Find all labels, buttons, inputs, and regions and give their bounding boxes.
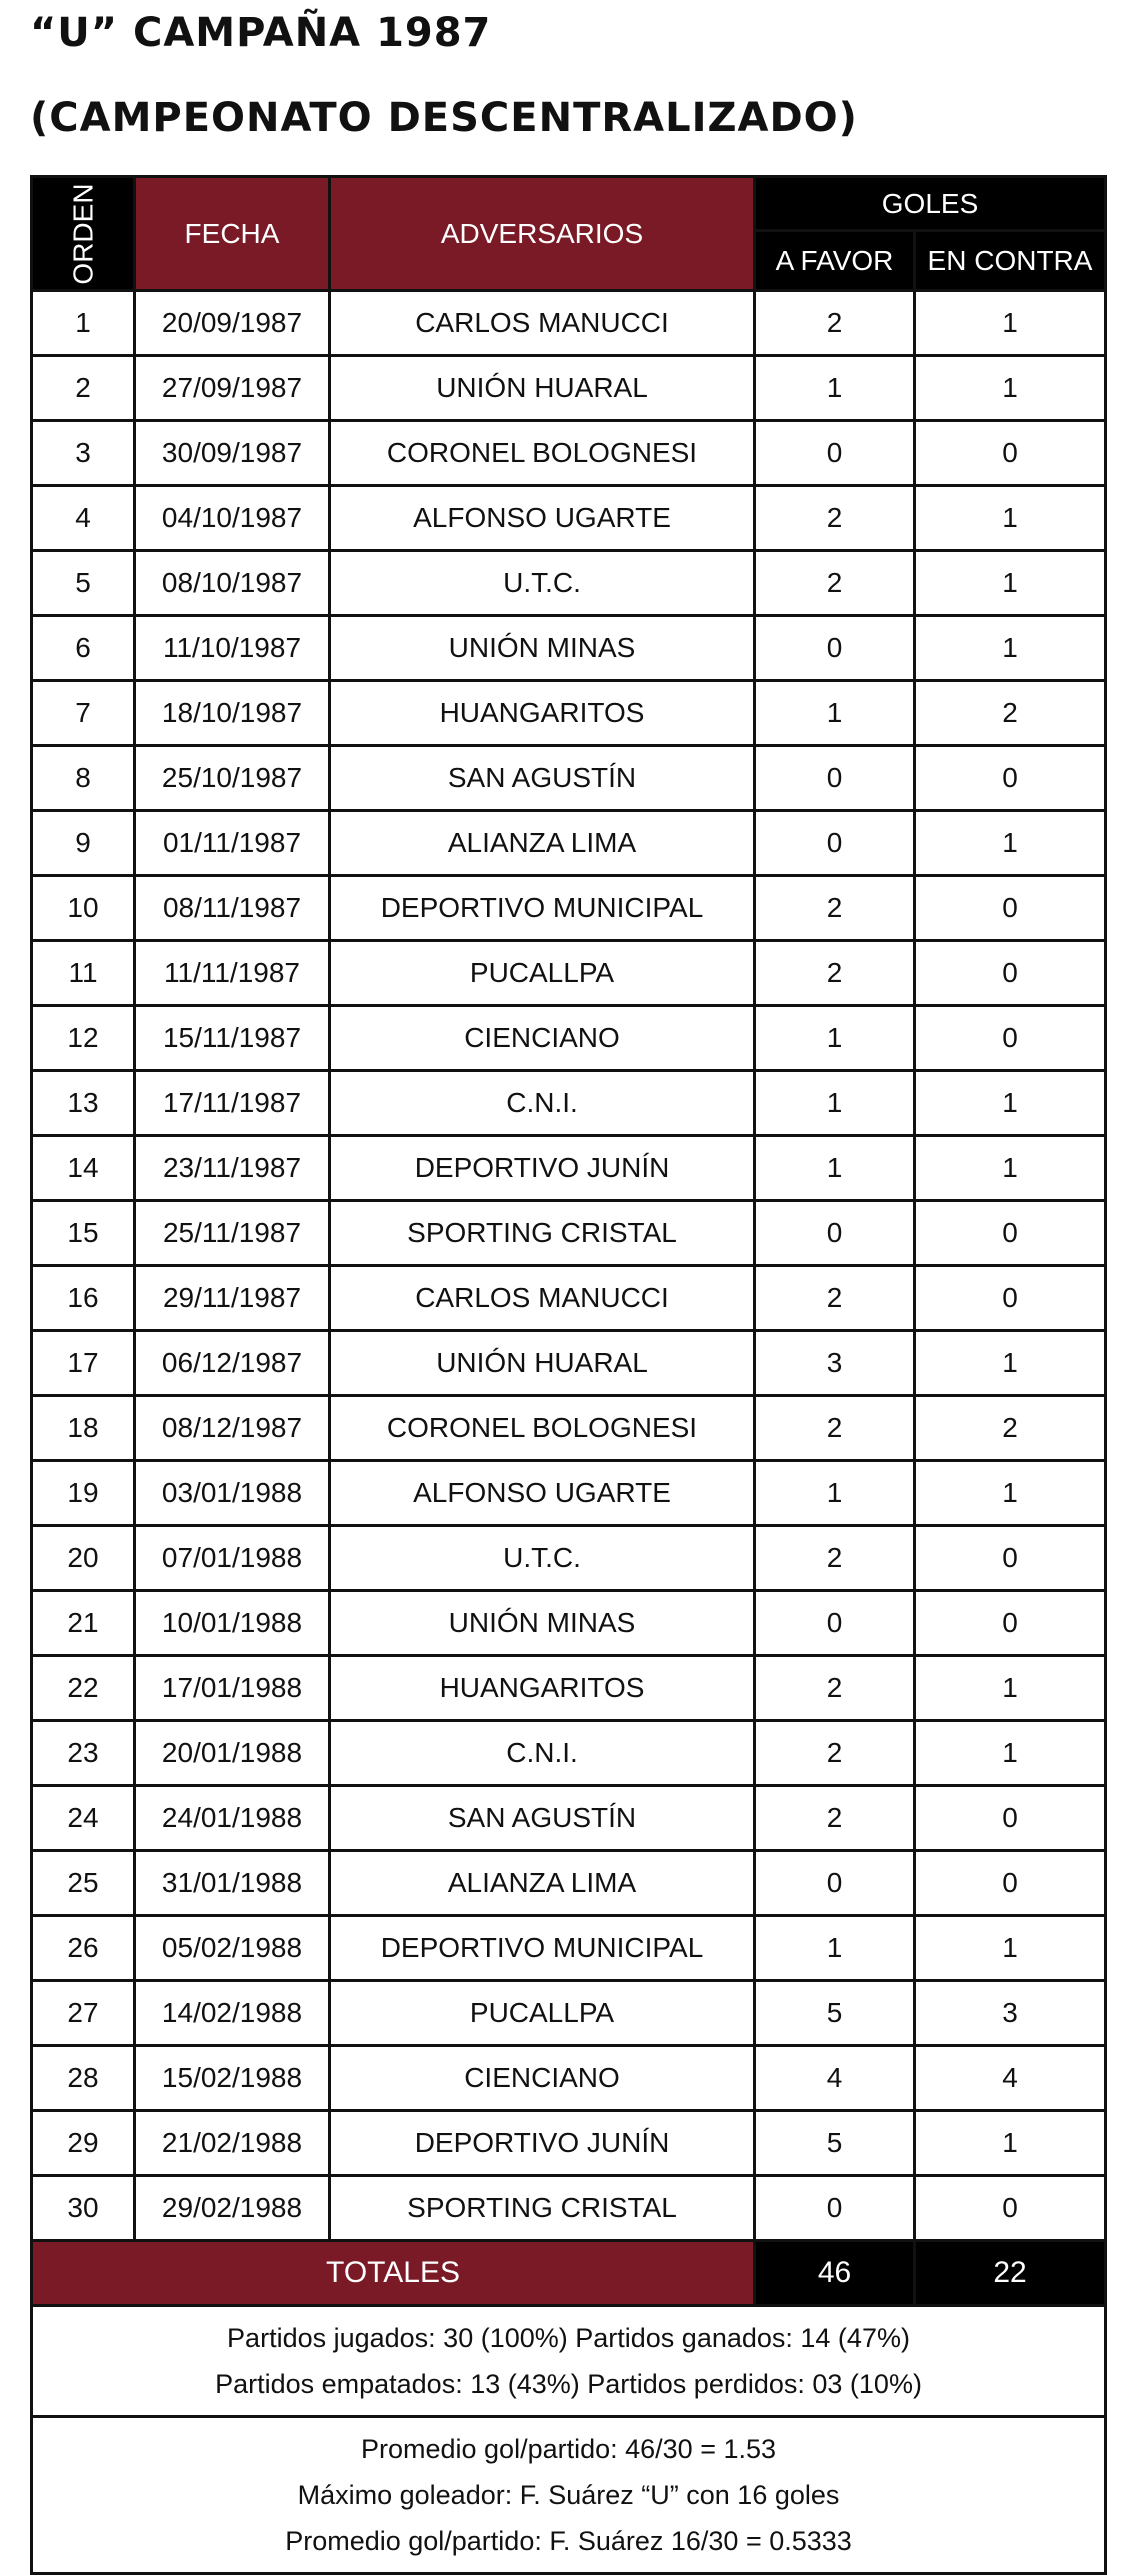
cell-fecha: 21/02/1988 — [135, 2111, 330, 2176]
cell-fecha: 27/09/1987 — [135, 356, 330, 421]
cell-adversario: DEPORTIVO MUNICIPAL — [330, 876, 755, 941]
cell-adversario: U.T.C. — [330, 1526, 755, 1591]
summary-row-2 — [32, 2417, 1106, 2574]
cell-adversario: ALIANZA LIMA — [330, 1851, 755, 1916]
cell-en-contra: 1 — [915, 616, 1106, 681]
cell-adversario: CORONEL BOLOGNESI — [330, 421, 755, 486]
cell-fecha: 08/10/1987 — [135, 551, 330, 616]
cell-en-contra: 1 — [915, 551, 1106, 616]
cell-fecha: 10/01/1988 — [135, 1591, 330, 1656]
summary-line: Partidos jugados: 30 (100%) Partidos ganados: 14 (47%) — [227, 2323, 910, 2353]
totals-label: TOTALES — [32, 2241, 755, 2306]
cell-adversario: PUCALLPA — [330, 941, 755, 1006]
table-row — [32, 2111, 1106, 2176]
cell-en-contra: 1 — [915, 2111, 1106, 2176]
cell-orden: 24 — [32, 1786, 135, 1851]
cell-adversario: CARLOS MANUCCI — [330, 1266, 755, 1331]
cell-en-contra: 1 — [915, 356, 1106, 421]
cell-en-contra: 0 — [915, 1266, 1106, 1331]
cell-en-contra: 1 — [915, 1136, 1106, 1201]
table-row — [32, 1331, 1106, 1396]
cell-a-favor: 2 — [755, 1266, 915, 1331]
cell-orden: 29 — [32, 2111, 135, 2176]
header-orden-label: ORDEN — [67, 182, 99, 285]
cell-orden: 6 — [32, 616, 135, 681]
table-row — [32, 1396, 1106, 1461]
cell-adversario: DEPORTIVO JUNÍN — [330, 1136, 755, 1201]
cell-a-favor: 0 — [755, 421, 915, 486]
cell-orden: 16 — [32, 1266, 135, 1331]
table-row — [32, 746, 1106, 811]
table-row — [32, 681, 1106, 746]
cell-orden: 25 — [32, 1851, 135, 1916]
cell-orden: 7 — [32, 681, 135, 746]
cell-adversario: ALIANZA LIMA — [330, 811, 755, 876]
cell-en-contra: 0 — [915, 1591, 1106, 1656]
cell-en-contra: 0 — [915, 746, 1106, 811]
table-row — [32, 1071, 1106, 1136]
cell-orden: 27 — [32, 1981, 135, 2046]
summary-line: Partidos empatados: 13 (43%) Partidos perdidos: 03 (10%) — [215, 2369, 922, 2399]
cell-en-contra: 0 — [915, 2176, 1106, 2241]
cell-a-favor: 2 — [755, 1396, 915, 1461]
cell-orden: 23 — [32, 1721, 135, 1786]
cell-adversario: CARLOS MANUCCI — [330, 291, 755, 356]
page-subtitle: (CAMPEONATO DESCENTRALIZADO) — [30, 95, 858, 141]
cell-en-contra: 1 — [915, 291, 1106, 356]
cell-en-contra: 1 — [915, 811, 1106, 876]
cell-adversario: SAN AGUSTÍN — [330, 746, 755, 811]
cell-a-favor: 5 — [755, 2111, 915, 2176]
cell-a-favor: 2 — [755, 551, 915, 616]
cell-orden: 22 — [32, 1656, 135, 1721]
cell-orden: 26 — [32, 1916, 135, 1981]
cell-a-favor: 4 — [755, 2046, 915, 2111]
cell-en-contra: 1 — [915, 1721, 1106, 1786]
cell-adversario: DEPORTIVO JUNÍN — [330, 2111, 755, 2176]
cell-a-favor: 1 — [755, 1136, 915, 1201]
table-row — [32, 941, 1106, 1006]
cell-fecha: 04/10/1987 — [135, 486, 330, 551]
summary-line: Máximo goleador: F. Suárez “U” con 16 goles — [297, 2480, 840, 2510]
cell-orden: 2 — [32, 356, 135, 421]
cell-a-favor: 3 — [755, 1331, 915, 1396]
cell-a-favor: 0 — [755, 1851, 915, 1916]
table-row — [32, 1266, 1106, 1331]
table-row — [32, 1136, 1106, 1201]
table-row — [32, 1461, 1106, 1526]
cell-a-favor: 2 — [755, 1526, 915, 1591]
table-row — [32, 2046, 1106, 2111]
cell-a-favor: 0 — [755, 1591, 915, 1656]
table-row — [32, 1851, 1106, 1916]
cell-orden: 12 — [32, 1006, 135, 1071]
cell-en-contra: 1 — [915, 1071, 1106, 1136]
table-row — [32, 1591, 1106, 1656]
cell-en-contra: 1 — [915, 1656, 1106, 1721]
cell-fecha: 03/01/1988 — [135, 1461, 330, 1526]
cell-en-contra: 0 — [915, 1851, 1106, 1916]
cell-fecha: 31/01/1988 — [135, 1851, 330, 1916]
summary-line: Promedio gol/partido: F. Suárez 16/30 = 0.5333 — [285, 2526, 852, 2556]
cell-adversario: U.T.C. — [330, 551, 755, 616]
cell-adversario: SAN AGUSTÍN — [330, 1786, 755, 1851]
cell-orden: 14 — [32, 1136, 135, 1201]
cell-adversario: HUANGARITOS — [330, 1656, 755, 1721]
cell-adversario: DEPORTIVO MUNICIPAL — [330, 1916, 755, 1981]
table-row — [32, 1721, 1106, 1786]
cell-fecha: 07/01/1988 — [135, 1526, 330, 1591]
cell-en-contra: 2 — [915, 681, 1106, 746]
cell-a-favor: 0 — [755, 1201, 915, 1266]
cell-orden: 19 — [32, 1461, 135, 1526]
cell-orden: 11 — [32, 941, 135, 1006]
cell-orden: 1 — [32, 291, 135, 356]
table-row — [32, 876, 1106, 941]
summary-goals — [32, 2417, 1106, 2574]
cell-orden: 30 — [32, 2176, 135, 2241]
cell-orden: 21 — [32, 1591, 135, 1656]
cell-orden: 5 — [32, 551, 135, 616]
table-row — [32, 1981, 1106, 2046]
cell-fecha: 23/11/1987 — [135, 1136, 330, 1201]
cell-adversario: PUCALLPA — [330, 1981, 755, 2046]
totals-en-contra: 22 — [915, 2241, 1106, 2306]
cell-fecha: 08/11/1987 — [135, 876, 330, 941]
table-row — [32, 356, 1106, 421]
cell-en-contra: 0 — [915, 1526, 1106, 1591]
cell-fecha: 15/11/1987 — [135, 1006, 330, 1071]
cell-fecha: 17/11/1987 — [135, 1071, 330, 1136]
cell-a-favor: 1 — [755, 1461, 915, 1526]
cell-en-contra: 1 — [915, 1916, 1106, 1981]
header-orden — [32, 177, 135, 291]
cell-fecha: 11/10/1987 — [135, 616, 330, 681]
table-row — [32, 1006, 1106, 1071]
cell-adversario: CIENCIANO — [330, 2046, 755, 2111]
cell-adversario: ALFONSO UGARTE — [330, 1461, 755, 1526]
table-row — [32, 1656, 1106, 1721]
cell-en-contra: 0 — [915, 1786, 1106, 1851]
totals-row — [32, 2241, 1106, 2306]
cell-en-contra: 0 — [915, 941, 1106, 1006]
cell-orden: 13 — [32, 1071, 135, 1136]
cell-fecha: 05/02/1988 — [135, 1916, 330, 1981]
cell-fecha: 25/10/1987 — [135, 746, 330, 811]
cell-en-contra: 1 — [915, 1461, 1106, 1526]
cell-orden: 20 — [32, 1526, 135, 1591]
cell-adversario: UNIÓN MINAS — [330, 1591, 755, 1656]
summary-line: Promedio gol/partido: 46/30 = 1.53 — [360, 2434, 777, 2464]
cell-fecha: 20/01/1988 — [135, 1721, 330, 1786]
cell-a-favor: 2 — [755, 941, 915, 1006]
cell-a-favor: 2 — [755, 291, 915, 356]
cell-fecha: 17/01/1988 — [135, 1656, 330, 1721]
cell-adversario: CORONEL BOLOGNESI — [330, 1396, 755, 1461]
cell-orden: 9 — [32, 811, 135, 876]
cell-a-favor: 0 — [755, 746, 915, 811]
cell-orden: 18 — [32, 1396, 135, 1461]
cell-adversario: HUANGARITOS — [330, 681, 755, 746]
cell-en-contra: 0 — [915, 1006, 1106, 1071]
header-adversarios: ADVERSARIOS — [330, 177, 755, 291]
header-goles: GOLES — [755, 177, 1106, 231]
cell-a-favor: 1 — [755, 681, 915, 746]
cell-en-contra: 1 — [915, 1331, 1106, 1396]
header-en-contra: EN CONTRA — [915, 231, 1106, 291]
cell-fecha: 20/09/1987 — [135, 291, 330, 356]
cell-a-favor: 0 — [755, 2176, 915, 2241]
cell-a-favor: 2 — [755, 1786, 915, 1851]
cell-fecha: 30/09/1987 — [135, 421, 330, 486]
cell-orden: 4 — [32, 486, 135, 551]
table-row — [32, 1201, 1106, 1266]
cell-adversario: UNIÓN MINAS — [330, 616, 755, 681]
cell-orden: 17 — [32, 1331, 135, 1396]
cell-en-contra: 2 — [915, 1396, 1106, 1461]
cell-adversario: C.N.I. — [330, 1071, 755, 1136]
header-fecha: FECHA — [135, 177, 330, 291]
cell-a-favor: 1 — [755, 1006, 915, 1071]
cell-orden: 10 — [32, 876, 135, 941]
cell-adversario: SPORTING CRISTAL — [330, 2176, 755, 2241]
table-row — [32, 616, 1106, 681]
cell-fecha: 25/11/1987 — [135, 1201, 330, 1266]
table-row — [32, 291, 1106, 356]
cell-a-favor: 2 — [755, 1656, 915, 1721]
cell-a-favor: 2 — [755, 486, 915, 551]
cell-adversario: SPORTING CRISTAL — [330, 1201, 755, 1266]
cell-orden: 15 — [32, 1201, 135, 1266]
cell-a-favor: 1 — [755, 356, 915, 421]
cell-fecha: 06/12/1987 — [135, 1331, 330, 1396]
table-row — [32, 1786, 1106, 1851]
cell-fecha: 01/11/1987 — [135, 811, 330, 876]
cell-fecha: 18/10/1987 — [135, 681, 330, 746]
cell-a-favor: 2 — [755, 876, 915, 941]
cell-adversario: C.N.I. — [330, 1721, 755, 1786]
results-table — [30, 175, 1107, 2575]
table-row — [32, 811, 1106, 876]
table-row — [32, 551, 1106, 616]
cell-en-contra: 3 — [915, 1981, 1106, 2046]
summary-matches — [32, 2306, 1106, 2417]
cell-orden: 3 — [32, 421, 135, 486]
table-row — [32, 486, 1106, 551]
cell-orden: 8 — [32, 746, 135, 811]
page-title: “U” CAMPAÑA 1987 — [30, 10, 492, 56]
cell-a-favor: 1 — [755, 1071, 915, 1136]
cell-fecha: 14/02/1988 — [135, 1981, 330, 2046]
header-a-favor: A FAVOR — [755, 231, 915, 291]
cell-en-contra: 0 — [915, 1201, 1106, 1266]
cell-a-favor: 0 — [755, 811, 915, 876]
cell-orden: 28 — [32, 2046, 135, 2111]
cell-fecha: 11/11/1987 — [135, 941, 330, 1006]
table-row — [32, 421, 1106, 486]
cell-adversario: UNIÓN HUARAL — [330, 356, 755, 421]
cell-en-contra: 4 — [915, 2046, 1106, 2111]
cell-fecha: 24/01/1988 — [135, 1786, 330, 1851]
cell-fecha: 15/02/1988 — [135, 2046, 330, 2111]
table-row — [32, 1526, 1106, 1591]
cell-a-favor: 1 — [755, 1916, 915, 1981]
cell-a-favor: 0 — [755, 616, 915, 681]
summary-row-1 — [32, 2306, 1106, 2417]
cell-a-favor: 5 — [755, 1981, 915, 2046]
cell-adversario: CIENCIANO — [330, 1006, 755, 1071]
cell-en-contra: 1 — [915, 486, 1106, 551]
cell-a-favor: 2 — [755, 1721, 915, 1786]
cell-fecha: 08/12/1987 — [135, 1396, 330, 1461]
cell-fecha: 29/02/1988 — [135, 2176, 330, 2241]
cell-en-contra: 0 — [915, 876, 1106, 941]
table-row — [32, 2176, 1106, 2241]
cell-fecha: 29/11/1987 — [135, 1266, 330, 1331]
table-row — [32, 1916, 1106, 1981]
table-body — [32, 291, 1106, 2241]
cell-adversario: UNIÓN HUARAL — [330, 1331, 755, 1396]
cell-adversario: ALFONSO UGARTE — [330, 486, 755, 551]
cell-en-contra: 0 — [915, 421, 1106, 486]
totals-a-favor: 46 — [755, 2241, 915, 2306]
